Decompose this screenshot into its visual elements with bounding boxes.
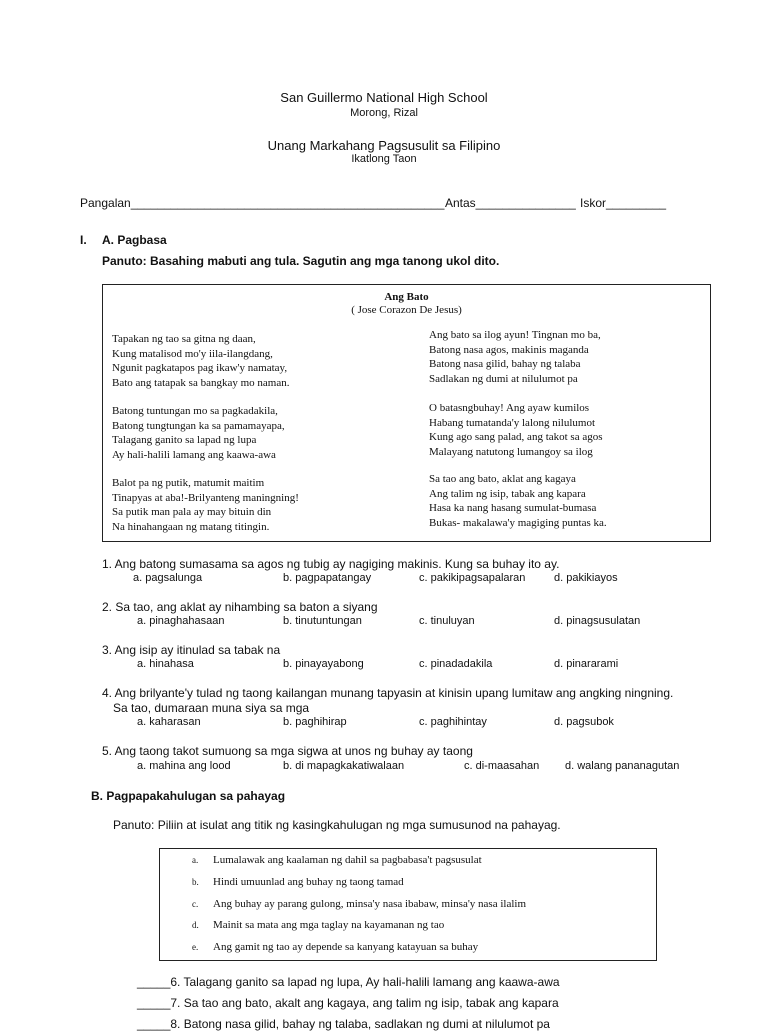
section-b-instruction: Panuto: Piliin at isulat ang titik ng kasingkahulugan ng mga sumusunod na pahayag. <box>113 818 561 832</box>
poem-stanza <box>429 472 607 531</box>
poem-line: Ang bato sa ilog ayun! Tingnan mo ba, <box>429 329 601 341</box>
exam-title: Unang Markahang Pagsusulit sa Filipino <box>267 138 501 153</box>
choice-3d[interactable]: d. pinararami <box>554 658 619 670</box>
option-letter: e. <box>192 942 199 952</box>
poem-line: Batong nasa agos, makinis maganda <box>429 343 589 356</box>
choice-4b[interactable]: b. paghihirap <box>283 716 347 728</box>
poem-line: Habang tumatanda'y lalong nilulumot <box>429 416 596 429</box>
school-name: San Guillermo National High School <box>280 90 488 105</box>
year-level: Ikatlong Taon <box>351 153 417 165</box>
poem-line: Talagang ganito sa lapad ng lupa <box>112 434 257 447</box>
question-2: 2. Sa tao, ang aklat ay nihambing sa baton a siyang <box>102 600 378 614</box>
poem-line: Kung ago sang palad, ang takot sa agos <box>429 431 603 444</box>
choice-2c[interactable]: c. tinuluyan <box>419 615 475 627</box>
choice-4c[interactable]: c. paghihintay <box>419 716 487 728</box>
choice-1a[interactable]: a. pagsalunga <box>133 572 203 584</box>
question-4-continuation: Sa tao, dumaraan muna siya sa mga <box>113 701 310 715</box>
poem-stanza <box>112 476 299 535</box>
poem-line: Hasa ka nang hasang sumulat-bumasa <box>429 502 597 515</box>
option-text: Mainit sa mata ang mga taglay na kayamanan ng tao <box>213 919 445 931</box>
poem-line: Kung matalisod mo'y iila-ilangdang, <box>112 347 273 360</box>
poem-line: Ay hali-halili lamang ang kaawa-awa <box>112 449 276 462</box>
choice-1d[interactable]: d. pakikiayos <box>554 572 618 584</box>
poem-line: Ngunit pagkatapos pag ikaw'y namatay, <box>112 362 288 375</box>
poem-line: Batong tungtungan ka sa pamamayapa, <box>112 419 285 432</box>
choice-5c[interactable]: c. di-maasahan <box>464 760 540 772</box>
poem-line: Ang talim ng isip, tabak ang kapara <box>429 487 586 500</box>
choice-3a[interactable]: a. hinahasa <box>137 658 194 670</box>
choice-2d[interactable]: d. pinagsusulatan <box>554 615 641 627</box>
section-field[interactable]: Antas_______________ <box>445 196 576 210</box>
score-field[interactable]: Iskor_________ <box>580 196 667 210</box>
poem-stanza <box>112 404 285 463</box>
poem-stanza <box>429 328 601 387</box>
poem-line: Malayang natutong lumangoy sa ilog <box>429 446 593 459</box>
poem-line: Sa putik man pala ay may bituin din <box>112 506 272 519</box>
poem-line: Bato ang tatapak sa bangkay mo naman. <box>112 377 290 390</box>
poem-line: Sa tao ang bato, aklat ang kagaya <box>429 473 576 485</box>
section-roman-numeral: I. <box>80 233 87 247</box>
poem-line: Na hinahangaan ng matang titingin. <box>112 521 270 534</box>
meaning-options-box <box>159 848 657 961</box>
poem-line: Tinapyas at aba!-Brilyanteng maningning! <box>112 491 299 504</box>
choice-4a[interactable]: a. kaharasan <box>137 716 201 728</box>
choice-5b[interactable]: b. di mapagkakatiwalaan <box>283 760 405 772</box>
option-letter: d. <box>192 920 199 930</box>
section-b-title: B. Pagpapakahulugan sa pahayag <box>91 789 286 803</box>
choice-2b[interactable]: b. tinutuntungan <box>283 615 362 627</box>
poem-line: Sadlakan ng dumi at nilulumot pa <box>429 373 578 386</box>
choice-1b[interactable]: b. pagpapatangay <box>283 572 372 584</box>
poem-line: Bukas- makalawa'y magiging puntas ka. <box>429 517 607 530</box>
choice-3b[interactable]: b. pinayayabong <box>283 658 364 670</box>
choice-2a[interactable]: a. pinaghahasaan <box>137 615 225 627</box>
question-4: 4. Ang brilyante'y tulad ng taong kailangan munang tapyasin at kinisin upang lumitaw ang angking ningning. <box>102 686 674 700</box>
option-letter: c. <box>192 899 199 909</box>
poem-author: ( Jose Corazon De Jesus) <box>351 304 462 316</box>
name-field[interactable]: Pangalan_______________________________________________ <box>80 196 445 210</box>
option-text: Ang gamit ng tao ay depende sa kanyang katayuan sa buhay <box>213 941 479 953</box>
poem-title: Ang Bato <box>384 291 429 303</box>
choice-5a[interactable]: a. mahina ang lood <box>137 760 231 772</box>
poem-line: Tapakan ng tao sa gitna ng daan, <box>112 333 256 345</box>
section-a-instruction: Panuto: Basahing mabuti ang tula. Sagutin ang mga tanong ukol dito. <box>102 254 500 268</box>
poem-line: Batong tuntungan mo sa pagkadakila, <box>112 405 278 417</box>
question-1: 1. Ang batong sumasama sa agos ng tubig ay nagiging makinis. Kung sa buhay ito ay. <box>102 557 560 571</box>
option-text: Ang buhay ay parang gulong, minsa'y nasa ibabaw, minsa'y nasa ilalim <box>213 898 527 910</box>
poem-line: Balot pa ng putik, matumit maitim <box>112 477 265 489</box>
question-5: 5. Ang taong takot sumuong sa mga sigwa at unos ng buhay ay taong <box>102 744 473 758</box>
option-text: Hindi umuunlad ang buhay ng taong tamad <box>213 876 404 888</box>
school-location: Morong, Rizal <box>350 107 418 119</box>
item-8[interactable]: _____8. Batong nasa gilid, bahay ng talaba, sadlakan ng dumi at nilulumot pa <box>137 1017 550 1031</box>
poem-line: Batong nasa gilid, bahay ng talaba <box>429 358 581 371</box>
choice-3c[interactable]: c. pinadadakila <box>419 658 493 670</box>
poem-box <box>102 284 711 542</box>
choice-1c[interactable]: c. pakikipagsapalaran <box>419 572 526 584</box>
option-letter: b. <box>192 877 199 887</box>
item-7[interactable]: _____7. Sa tao ang bato, akalt ang kagaya, ang talim ng isip, tabak ang kapara <box>137 996 559 1010</box>
option-text: Lumalawak ang kaalaman ng dahil sa pagbabasa't pagsusulat <box>213 854 482 866</box>
option-letter: a. <box>192 855 199 865</box>
item-6[interactable]: _____6. Talagang ganito sa lapad ng lupa, Ay hali-halili lamang ang kaawa-awa <box>137 975 560 989</box>
poem-line: O batasngbuhay! Ang ayaw kumilos <box>429 402 590 414</box>
choice-5d[interactable]: d. walang pananagutan <box>565 760 680 772</box>
poem-stanza <box>112 332 289 391</box>
question-3: 3. Ang isip ay itinulad sa tabak na <box>102 643 281 657</box>
section-a-title: A. Pagbasa <box>102 233 167 247</box>
choice-4d[interactable]: d. pagsubok <box>554 716 614 728</box>
poem-stanza <box>429 401 603 460</box>
